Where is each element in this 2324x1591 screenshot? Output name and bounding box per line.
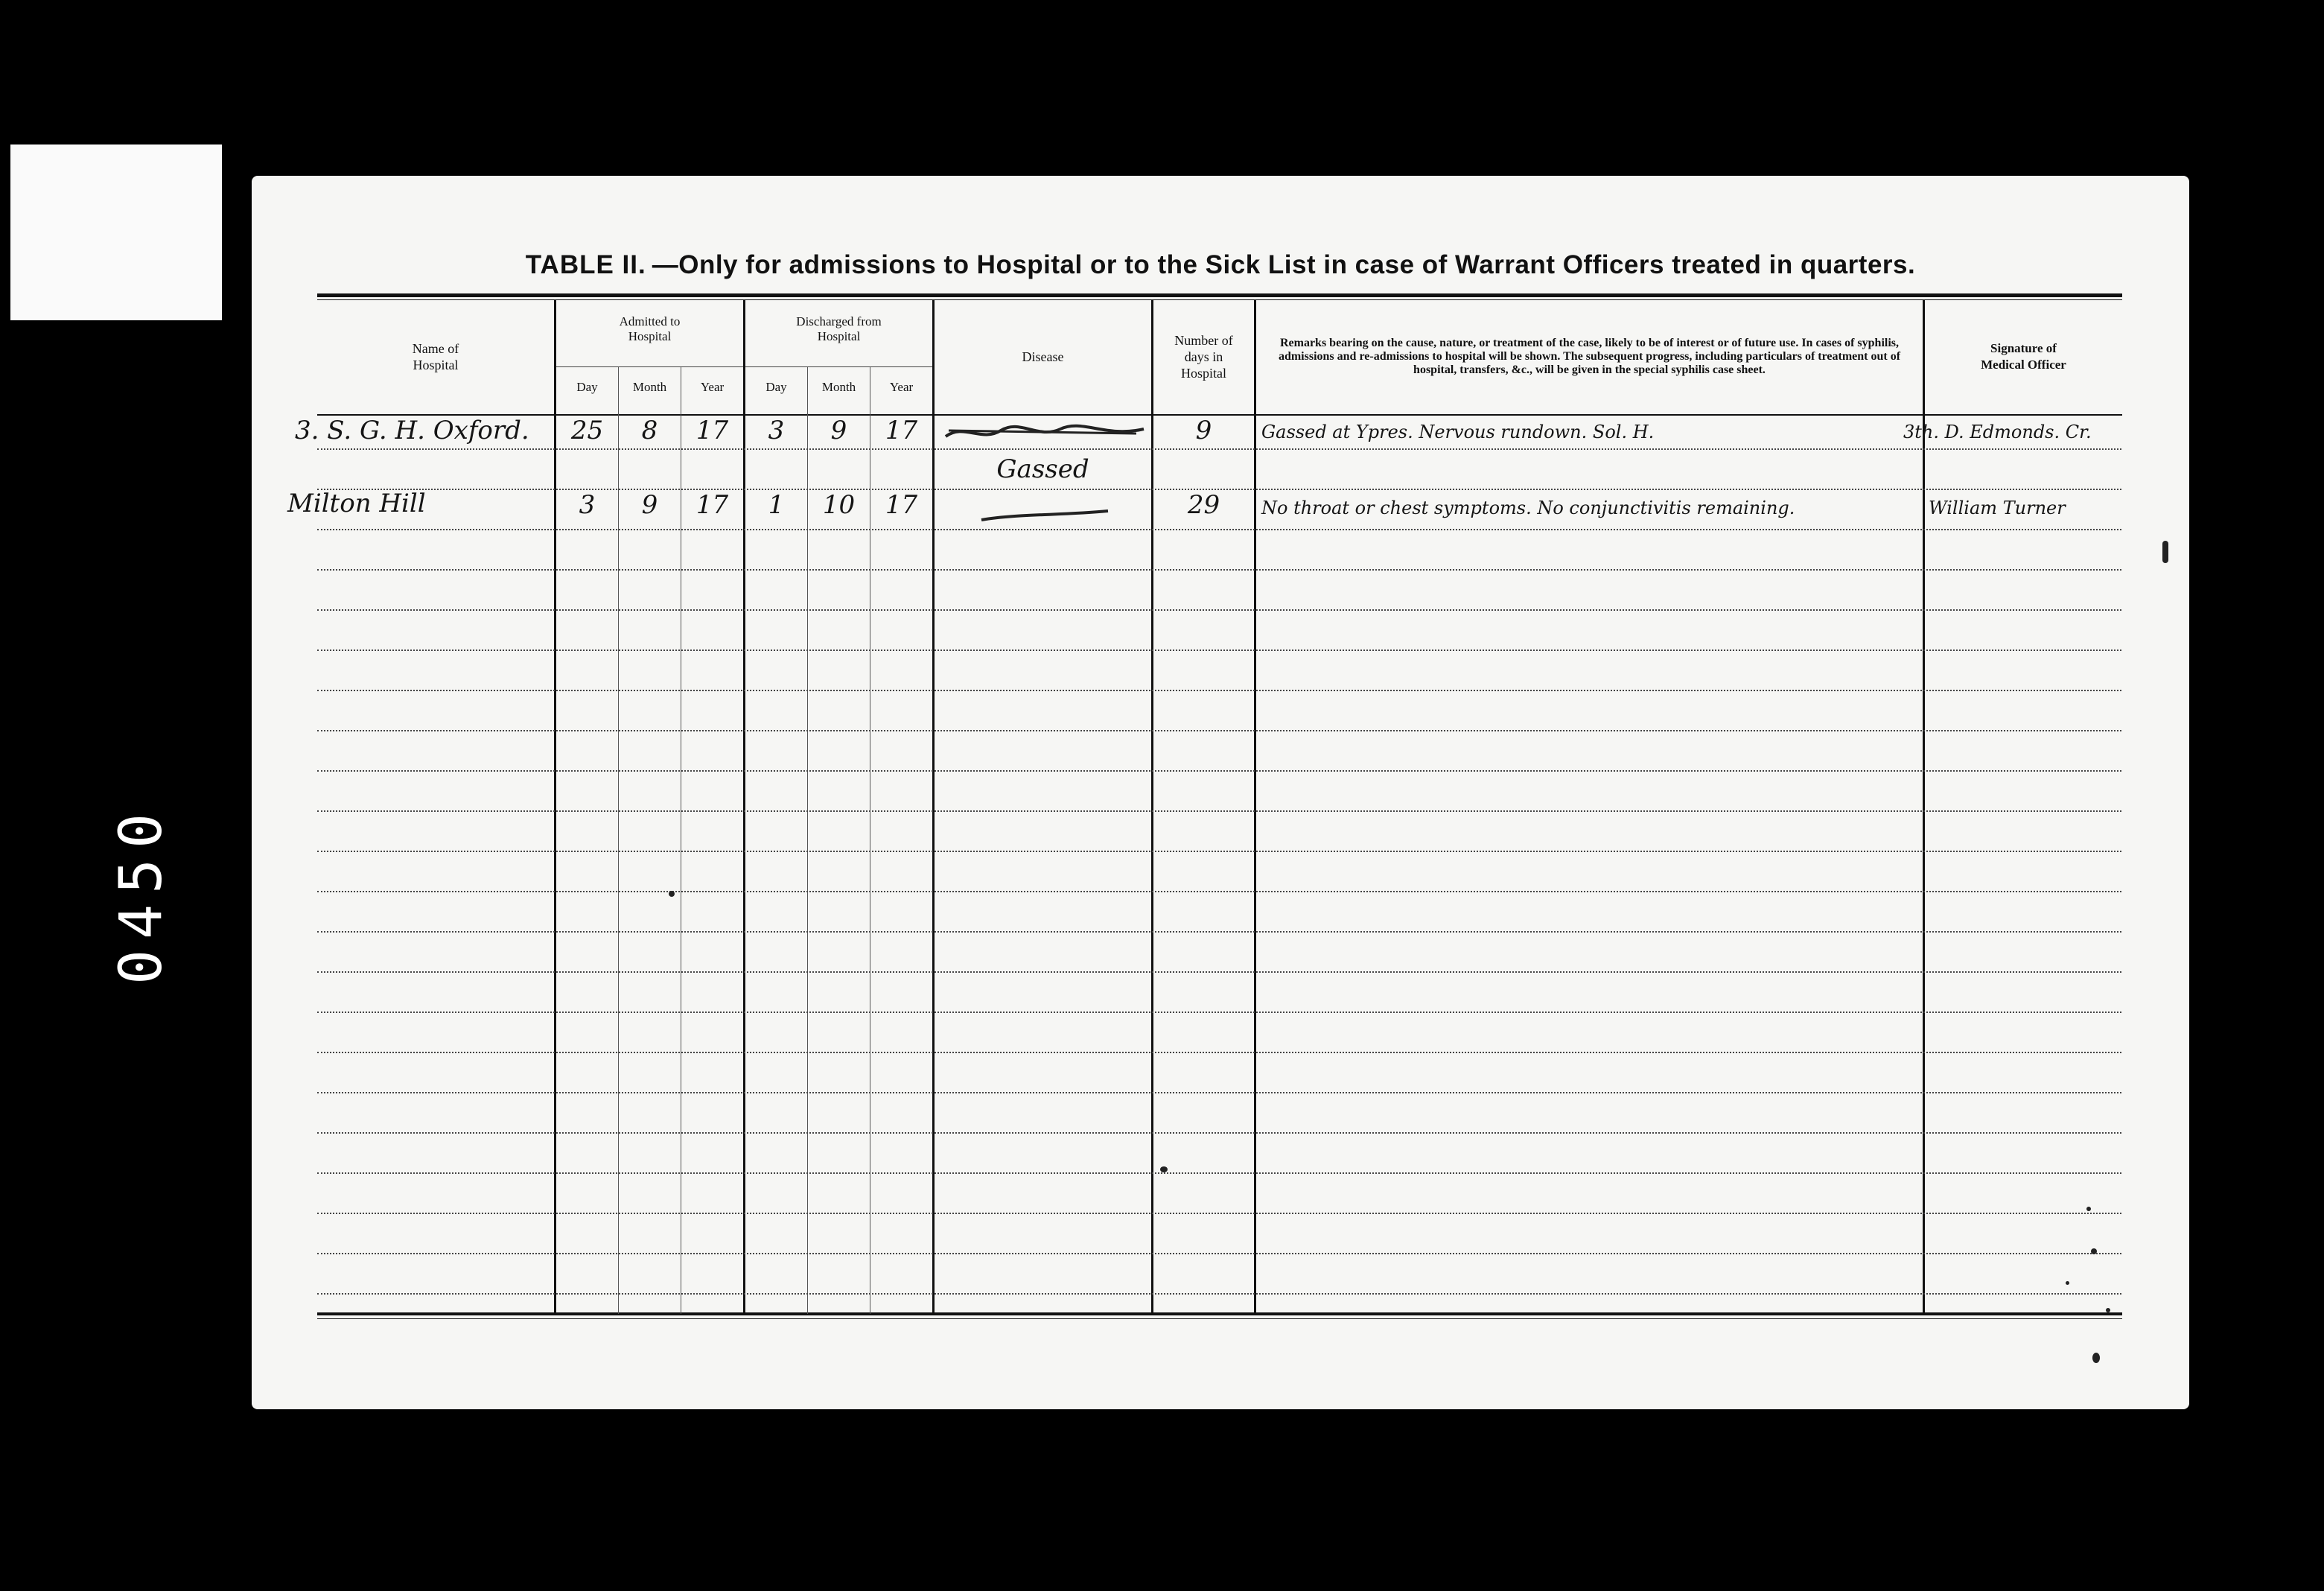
table-title [252,250,2189,280]
header-discharged-year: Year [889,380,914,394]
frame-number [97,782,186,1006]
admitted-group-rule [556,366,743,367]
header-admitted-day: Day [576,380,598,394]
col-divider-admitted [743,299,745,1314]
record-card [252,176,2189,1409]
ruled-line [317,529,2121,530]
header-admitted-year: Year [700,380,725,394]
entry-1-admitted-year: 17 [695,416,729,445]
speck [2066,1281,2069,1285]
entry-1-discharged-day: 3 [768,416,785,445]
ruled-line [317,730,2121,731]
ruled-line [317,448,2121,450]
col-divider-days [1254,299,1256,1314]
frame-number-text: 0450 [108,803,175,985]
ruled-line [317,931,2121,933]
ruled-line [317,609,2121,611]
col-divider-hospital [554,299,556,1314]
table-bottom-rule [317,1312,2122,1315]
entry-1-admitted-month: 8 [641,416,658,445]
header-discharged-month: Month [821,380,856,394]
header-disease: Disease [1022,349,1064,364]
entry-2-admitted-day: 3 [579,490,596,520]
table-title-text: —Only for admissions to Hospital or to the Sick List in case of Warrant Officers treated in quarters. [652,250,1916,279]
speck [2091,1248,2097,1254]
entry-1-discharged-year: 17 [885,416,918,445]
ruled-line [317,1012,2121,1013]
speck [2092,1353,2100,1363]
header-discharged-day: Day [765,380,787,394]
entry-1-discharged-month: 9 [830,416,847,445]
ruled-line [317,690,2121,691]
ruled-line [317,1253,2121,1254]
header-name-of-hospital: Name of Hospital [412,341,459,372]
header-remarks: Remarks bearing on the cause, nature, or treatment of the case, likely to be of interest or of future use. In cases of syphilis, admissions and re-admissions to hospital will be shown. The subsequent progress, including particulars of treatment out of hospital, transfers, &c., will be given in the special syphilis case sheet. [1278,337,1901,376]
header-days-in-hospital: Number of days in Hospital [1174,333,1233,381]
white-tab [10,145,222,320]
header-admitted-month: Month [632,380,667,394]
ruled-line [317,770,2121,772]
speck [2086,1207,2091,1211]
entry-2-hospital: Milton Hill [287,489,426,518]
table-title-prefix: TABLE II. [525,250,646,279]
col-divider-disease [1151,299,1153,1314]
header-discharged: Discharged from Hospital [796,314,882,343]
discharged-group-rule [745,366,932,367]
ruled-line [317,650,2121,651]
ruled-line [317,1132,2121,1134]
header-admitted: Admitted to Hospital [619,314,681,343]
ruled-line [317,1092,2121,1093]
col-divider-discharged [932,299,935,1314]
ruled-line [317,971,2121,973]
speck [669,891,675,897]
entry-2-disease-dash [978,505,1112,527]
speck [2162,541,2168,563]
ruled-line [317,1213,2121,1214]
ruled-line [317,1293,2121,1295]
entry-2-discharged-year: 17 [885,490,918,520]
entry-1-remarks: Gassed at Ypres. Nervous rundown. Sol. H. [1261,422,1655,442]
ruled-line [317,1172,2121,1174]
table-bottom-rule-thin [317,1318,2122,1319]
entry-1-disease: Gassed [996,454,1089,484]
ruled-line [317,810,2121,812]
entry-1-days: 9 [1195,416,1212,445]
entry-2-days: 29 [1187,490,1220,520]
entry-1-signature: 3th. D. Edmonds. Cr. [1903,422,2092,442]
entry-2-discharged-day: 1 [768,490,785,520]
entry-2-admitted-year: 17 [695,490,729,520]
header-signature: Signature of Medical Officer [1981,341,2066,372]
entry-2-remarks: No throat or chest symptoms. No conjunctivitis remaining. [1261,498,1795,518]
entry-1-admitted-day: 25 [570,416,604,445]
speck [2106,1308,2110,1312]
ruled-line [317,891,2121,892]
ruled-line [317,569,2121,571]
col-divider-remarks [1923,299,1925,1314]
ruled-line [317,851,2121,852]
entry-1-disease-strikeout [941,420,1150,447]
entry-2-admitted-month: 9 [641,490,658,520]
header-top-rule [317,293,2122,297]
speck [1160,1166,1168,1172]
entry-1-hospital: 3. S. G. H. Oxford. [295,416,529,445]
ruled-line [317,1052,2121,1053]
entry-2-discharged-month: 10 [822,490,856,520]
entry-2-signature: William Turner [1929,498,2066,518]
